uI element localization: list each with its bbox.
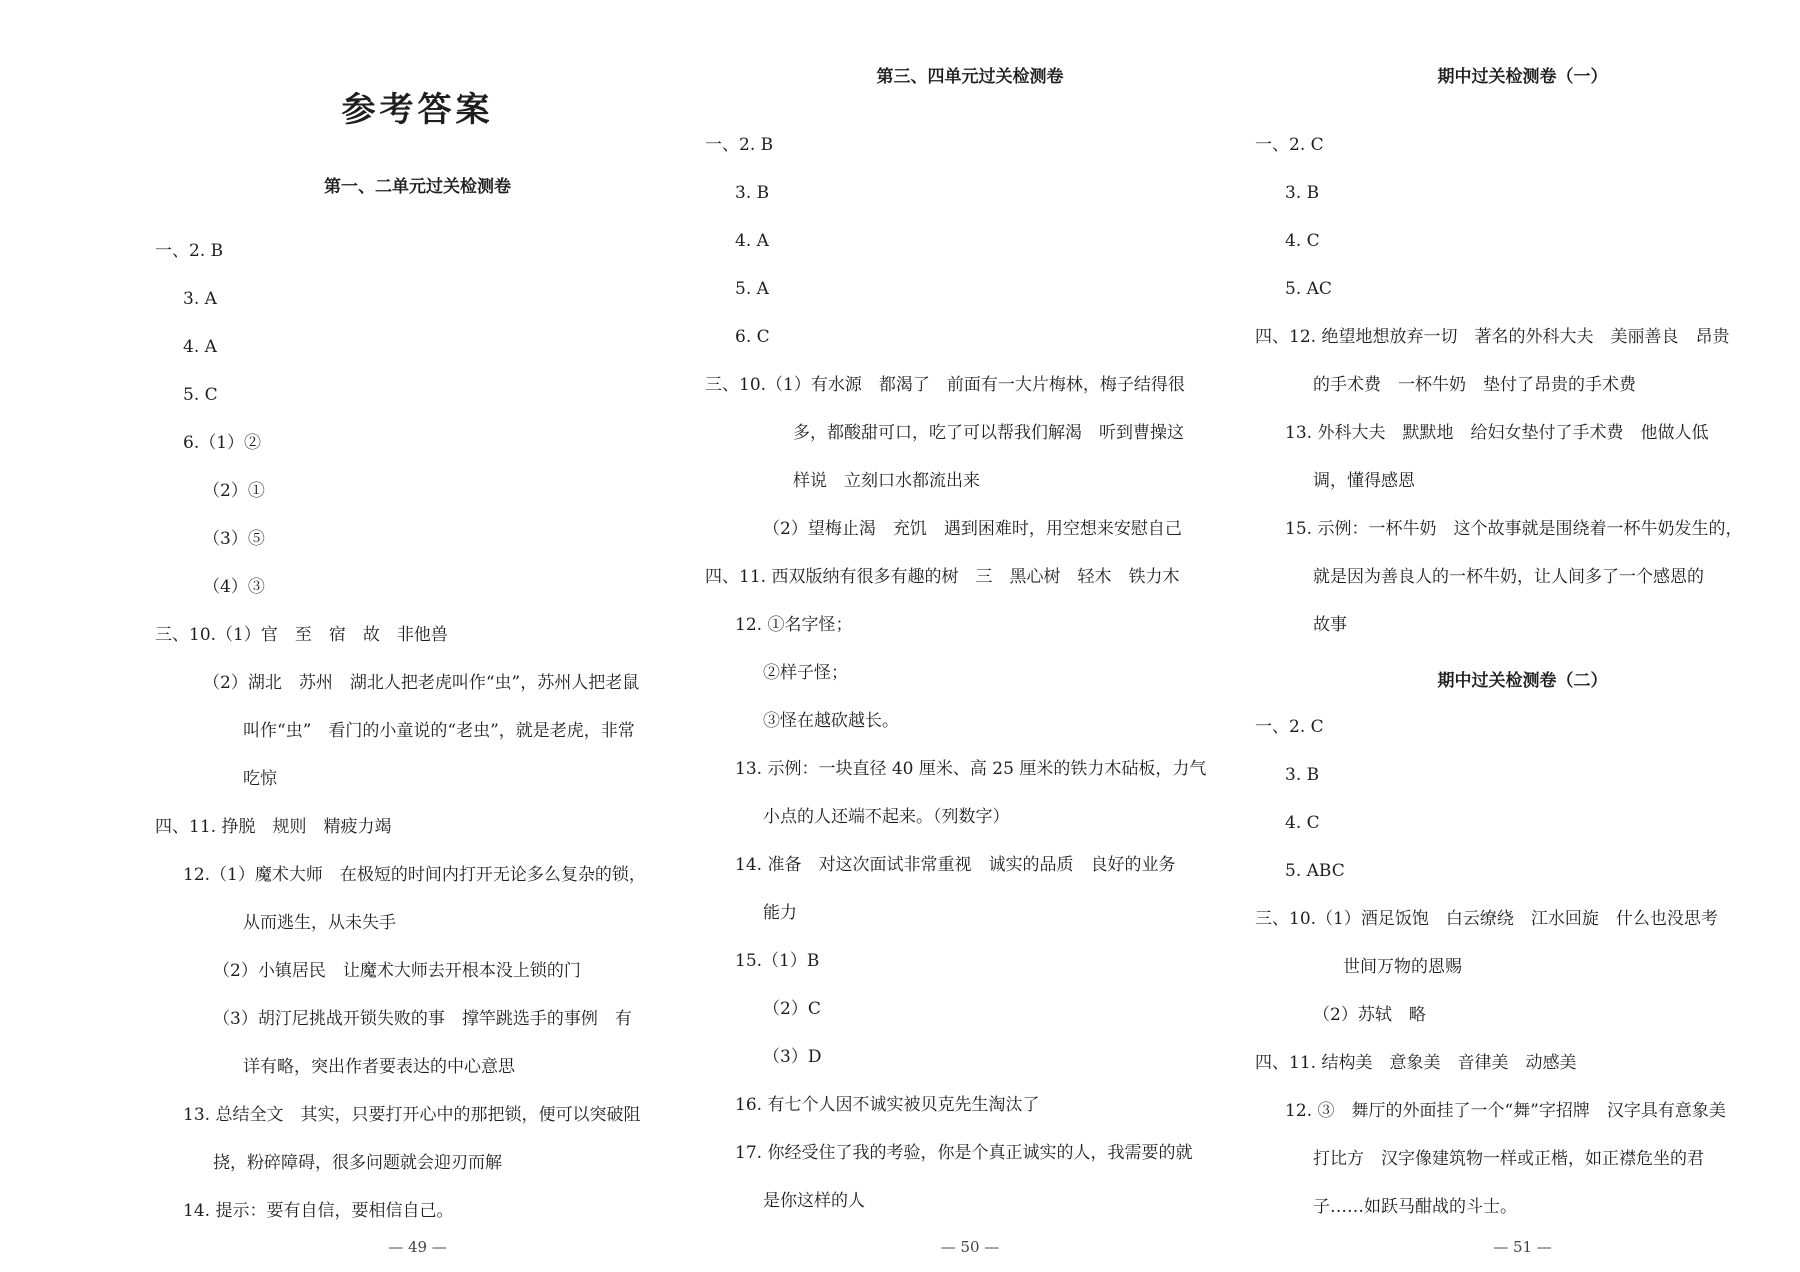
answer-line: （2）苏轼 略 xyxy=(1313,1005,1426,1025)
section-title-units-3-4: 第三、四单元过关检测卷 xyxy=(876,67,1064,87)
answer-line: 4. C xyxy=(1285,231,1320,251)
answer-line: 小点的人还端不起来。（列数字） xyxy=(763,807,1010,827)
answer-line: （3）D xyxy=(763,1047,822,1067)
answer-line: 15.（1）B xyxy=(735,951,820,971)
answer-line: 14. 提示：要有自信，要相信自己。 xyxy=(183,1201,454,1221)
answer-line: 四、12. 绝望地想放弃一切 著名的外科大夫 美丽善良 昂贵 xyxy=(1255,327,1730,347)
answer-line: 6. C xyxy=(735,327,770,347)
answer-line: ②样子怪； xyxy=(763,663,848,683)
answer-line: ③怪在越砍越长。 xyxy=(763,711,899,731)
answer-line: 12.（1）魔术大师 在极短的时间内打开无论多么复杂的锁， xyxy=(183,865,646,885)
answer-line: 一、2. C xyxy=(1255,717,1324,737)
answer-line: 一、2. C xyxy=(1255,135,1324,155)
answer-line: 13. 总结全文 其实，只要打开心中的那把锁，便可以突破阻 xyxy=(183,1105,641,1125)
answer-line: （2）C xyxy=(763,999,821,1019)
answer-line: （2）望梅止渴 充饥 遇到困难时，用空想来安慰自己 xyxy=(763,519,1182,539)
answer-line: 世间万物的恩赐 xyxy=(1343,957,1462,977)
answer-line: （2）湖北 苏州 湖北人把老虎叫作“虫”，苏州人把老鼠 xyxy=(203,673,640,693)
answer-line: 17. 你经受住了我的考验，你是个真正诚实的人，我需要的就 xyxy=(735,1143,1193,1163)
answer-line: 打比方 汉字像建筑物一样或正楷，如正襟危坐的君 xyxy=(1313,1149,1704,1169)
page-number: — 51 — xyxy=(1493,1238,1552,1256)
answer-line: （3）⑤ xyxy=(203,529,265,549)
answer-line: 5. AC xyxy=(1285,279,1332,299)
answer-line: 3. B xyxy=(1285,765,1320,785)
answer-line: 13. 示例：一块直径 40 厘米、高 25 厘米的铁力木砧板，力气 xyxy=(735,759,1207,779)
answer-line: 12. ①名字怪； xyxy=(735,615,853,635)
answer-line: 就是因为善良人的一杯牛奶，让人间多了一个感恩的 xyxy=(1313,567,1704,587)
answer-page-50 xyxy=(705,0,1235,1272)
answer-line: 5. A xyxy=(735,279,769,299)
answer-line: 14. 准备 对这次面试非常重视 诚实的品质 良好的业务 xyxy=(735,855,1176,875)
answer-line: 6.（1）② xyxy=(183,433,262,453)
answer-page-49 xyxy=(155,0,680,1272)
answer-line: 叫作“虫” 看门的小童说的“老虫”，就是老虎，非常 xyxy=(243,721,635,741)
answer-line: 四、11. 结构美 意象美 音律美 动感美 xyxy=(1255,1053,1577,1073)
answer-line: 15. 示例：一杯牛奶 这个故事就是围绕着一杯牛奶发生的， xyxy=(1285,519,1743,539)
answer-line: 挠，粉碎障碍，很多问题就会迎刃而解 xyxy=(213,1153,502,1173)
answer-line: 能力 xyxy=(763,903,797,923)
answer-line: 三、10.（1）酒足饭饱 白云缭绕 江水回旋 什么也没思考 xyxy=(1255,909,1718,929)
section-title-units-1-2: 第一、二单元过关检测卷 xyxy=(324,177,511,197)
answer-line: 调，懂得感恩 xyxy=(1313,471,1415,491)
answer-line: 16. 有七个人因不诚实被贝克先生淘汰了 xyxy=(735,1095,1040,1115)
answer-line: 多，都酸甜可口，吃了可以帮我们解渴 听到曹操这 xyxy=(793,423,1184,443)
section-title-midterm-2: 期中过关检测卷（二） xyxy=(1437,671,1608,691)
answer-line: 5. ABC xyxy=(1285,861,1345,881)
answer-line: 4. A xyxy=(735,231,769,251)
answer-line: 3. A xyxy=(183,289,217,309)
answer-line: 的手术费 一杯牛奶 垫付了昂贵的手术费 xyxy=(1313,375,1636,395)
section-title-midterm-1: 期中过关检测卷（一） xyxy=(1437,67,1608,87)
answer-line: 吃惊 xyxy=(243,769,277,789)
answer-line: 12. ③ 舞厅的外面挂了一个“舞”字招牌 汉字具有意象美 xyxy=(1285,1101,1726,1121)
answer-line: 4. A xyxy=(183,337,217,357)
answer-line: 四、11. 西双版纳有很多有趣的树 三 黑心树 轻木 铁力木 xyxy=(705,567,1180,587)
answer-line: 故事 xyxy=(1313,615,1347,635)
answer-line: 从而逃生，从未失手 xyxy=(243,913,396,933)
answer-line: 4. C xyxy=(1285,813,1320,833)
answer-line: （2）小镇居民 让魔术大师去开根本没上锁的门 xyxy=(213,961,581,981)
answer-page-51 xyxy=(1255,0,1790,1272)
answer-line: （4）③ xyxy=(203,577,265,597)
answer-line: 三、10.（1）官 至 宿 故 非他兽 xyxy=(155,625,448,645)
answer-line: 一、2. B xyxy=(705,135,774,155)
answer-line: 详有略，突出作者要表达的中心意思 xyxy=(243,1057,515,1077)
page-number: — 50 — xyxy=(940,1238,1000,1256)
answer-line: 5. C xyxy=(183,385,218,405)
answer-line: 一、2. B xyxy=(155,241,224,261)
answer-line: 是你这样的人 xyxy=(763,1191,865,1211)
answer-line: 3. B xyxy=(735,183,770,203)
answer-line: （2）① xyxy=(203,481,265,501)
answer-line: 子……如跃马酣战的斗士。 xyxy=(1313,1197,1517,1217)
answer-line: 三、10.（1）有水源 都渴了 前面有一大片梅林，梅子结得很 xyxy=(705,375,1185,395)
page-number: — 49 — xyxy=(388,1238,447,1256)
answer-line: 样说 立刻口水都流出来 xyxy=(793,471,980,491)
answer-line: 13. 外科大夫 默默地 给妇女垫付了手术费 他做人低 xyxy=(1285,423,1709,443)
answer-line: 四、11. 挣脱 规则 精疲力竭 xyxy=(155,817,392,837)
answer-line: 3. B xyxy=(1285,183,1320,203)
answer-line: （3）胡汀尼挑战开锁失败的事 撑竿跳选手的事例 有 xyxy=(213,1009,632,1029)
main-title: 参考答案 xyxy=(341,90,494,130)
